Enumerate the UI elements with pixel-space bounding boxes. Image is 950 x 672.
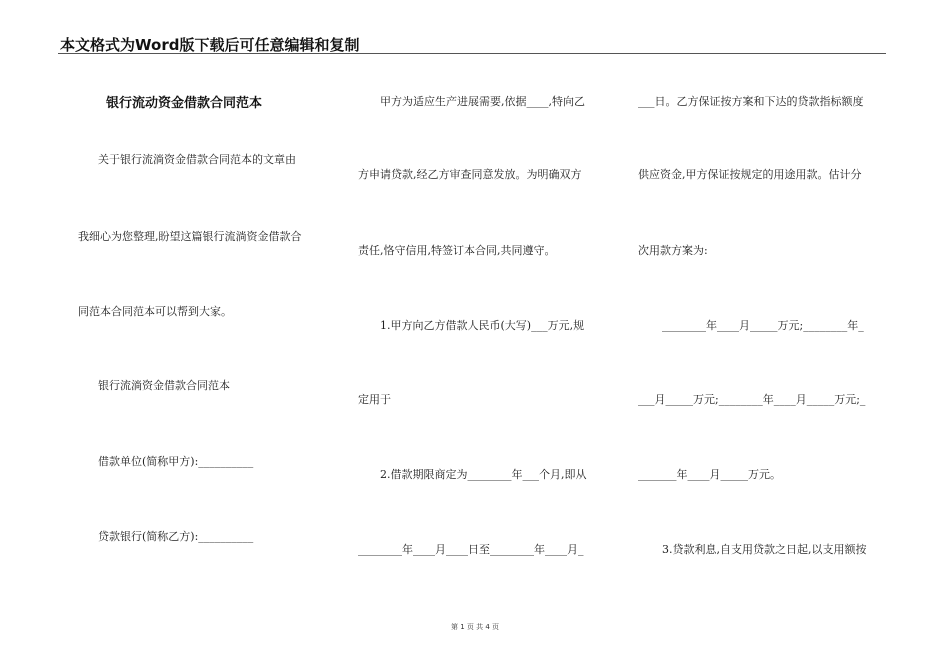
column1-line-6: 贷款银行(简称乙方):__________ (98, 530, 254, 543)
header-divider (58, 53, 886, 54)
column2-line-2: 方申请贷款,经乙方审查同意发放。为明确双方 (358, 168, 582, 181)
column3-line-6: _______年____月_____万元。 (638, 468, 781, 481)
column2-line-1: 甲方为适应生产进展需要,依据____,特向乙 (380, 95, 585, 108)
column1-line-1: 关于银行流淌资金借款合同范本的文章由 (98, 153, 296, 166)
column2-line-4: 1.甲方向乙方借款人民币(大写)___万元,规 (380, 319, 585, 332)
column3-line-3: 次用款方案为: (638, 244, 708, 257)
column1-line-2: 我细心为您整理,盼望这篇银行流淌资金借款合 (78, 230, 302, 243)
column3-line-5: ___月_____万元;________年____月_____万元;_ (638, 393, 866, 406)
document-title: 银行流动资金借款合同范本 (106, 96, 263, 111)
column2-line-3: 责任,恪守信用,特签订本合同,共同遵守。 (358, 244, 556, 257)
page-number: 第 1 页 共 4 页 (450, 623, 500, 631)
column2-line-7: ________年____月____日至________年____月_ (358, 543, 584, 556)
column2-line-5: 定用于 (358, 393, 391, 406)
column3-line-4: ________年____月_____万元;________年_ (662, 319, 864, 332)
column3-line-2: 供应资金,甲方保证按规定的用途用款。估计分 (638, 168, 862, 181)
column1-line-4: 银行流淌资金借款合同范本 (98, 379, 230, 392)
column2-line-6: 2.借款期限商定为________年___个月,即从 (380, 468, 587, 481)
column3-line-7: 3.贷款利息,自支用贷款之日起,以支用额按 (662, 543, 867, 556)
column1-line-3: 同范本合同范本可以帮到大家。 (78, 305, 232, 318)
column1-line-5: 借款单位(简称甲方):__________ (98, 455, 254, 468)
header-title: 本文格式为Word版下载后可任意编辑和复制 (60, 36, 360, 54)
column3-line-1: ___日。乙方保证按方案和下达的贷款指标额度 (638, 95, 864, 108)
